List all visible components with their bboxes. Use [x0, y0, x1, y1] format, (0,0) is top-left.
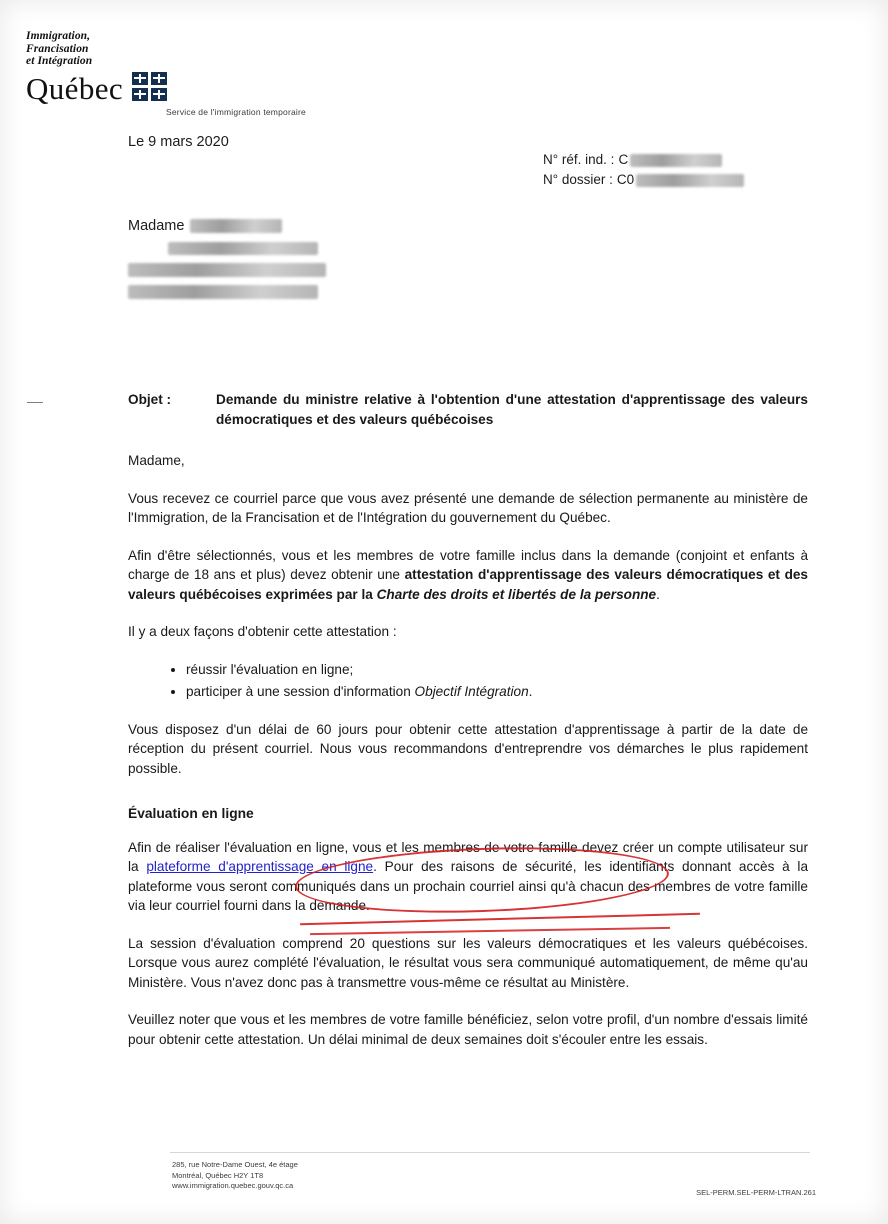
ministry-name	[26, 30, 356, 68]
reference-individual-row	[543, 150, 744, 170]
letter-date: Le 9 mars 2020	[128, 134, 229, 150]
footer-address	[172, 1160, 298, 1192]
quebec-wordmark: Québec	[26, 70, 124, 106]
footer-address-line-1: 285, rue Notre-Dame Ouest, 4e étage	[172, 1160, 298, 1169]
footer-document-code: SEL-PERM.SEL-PERM-LTRAN.261	[696, 1188, 816, 1197]
letter-body	[128, 390, 808, 1067]
paragraph-6: La session d'évaluation comprend 20 questions sur les valeurs démocratiques et les valeurs québécoises. Lorsque vous aurez complété l'évaluation, le résultat vous sera communiqué automatiquement, de même qu'au Ministère. Vous n'avez donc pas à transmettre vous-même ce résultat au Ministère.	[128, 935, 808, 990]
paragraph-3: Il y a deux façons d'obtenir cette attestation :	[128, 624, 397, 639]
redaction-block	[636, 174, 744, 187]
paragraph-5	[128, 838, 808, 916]
reference-individual-label: N° réf. ind. :	[543, 152, 615, 167]
objectif-integration-title: Objectif Intégration	[414, 684, 529, 699]
recipient-name-line	[128, 215, 326, 237]
footer-address-line-2: Montréal, Québec H2Y 1T8	[172, 1170, 264, 1180]
service-line: Service de l'immigration temporaire	[166, 106, 306, 117]
paragraph-5-part2: . Pour des raisons de sécurité, les identifiants donnant accès à la plateforme vous seront communiqués dans un prochain courriel ainsi qu'à chacun des membres de votre famille via leur courriel fourni dans la demande.	[128, 859, 808, 913]
list-item	[186, 682, 808, 702]
recipient-title: Madame	[128, 218, 185, 234]
ministry-name-line1: Immigration,	[26, 30, 91, 42]
footer-website: www.immigration.quebec.gouv.qc.ca	[172, 1181, 294, 1190]
recipient-address	[128, 215, 326, 303]
learning-platform-link[interactable]: plateforme d'apprentissage en ligne	[146, 859, 374, 874]
letterhead	[26, 30, 356, 117]
redaction-block	[190, 219, 282, 233]
paragraph-4: Vous disposez d'un délai de 60 jours pour obtenir cette attestation d'apprentissage à partir de la date de réception du présent courriel. Nous vous recommandons d'entreprendre vos démarches le plus rapidement possible.	[128, 721, 808, 776]
recipient-address-line-2	[128, 237, 326, 259]
bullet-2-end: .	[528, 684, 533, 699]
reference-dossier-value: C0	[616, 172, 635, 187]
redaction-block	[630, 154, 722, 167]
reference-dossier-row	[543, 170, 744, 190]
redaction-block	[128, 263, 326, 277]
ministry-name-line3: et Intégration	[26, 55, 93, 67]
attestation-options-list	[128, 660, 808, 702]
ministry-name-line2: Francisation	[26, 42, 89, 55]
subject-line	[128, 390, 808, 429]
footer-divider	[170, 1152, 810, 1153]
margin-mark	[27, 402, 43, 403]
paragraph-7: Veuillez noter que vous et les membres de votre famille bénéficiez, selon votre profil, d'un nombre d'essais limité pour obtenir cette attestation. Un délai minimal de deux semaines doit s'écouler entre les essais.	[128, 1012, 808, 1047]
section-heading-evaluation: Évaluation en ligne	[128, 806, 254, 821]
body-salutation: Madame,	[128, 453, 185, 468]
quebec-logo	[26, 72, 356, 104]
bullet-2-part1: participer à une session d'information	[186, 684, 415, 699]
reference-individual-value: C	[618, 152, 629, 167]
paragraph-2-bold: attestation d'apprentissage des valeurs démocratiques et des valeurs québécoises exprimées par la	[128, 567, 808, 602]
paragraph-5-part1: Afin de réaliser l'évaluation en ligne, vous et les membres de votre famille devez créer un compte utilisateur sur la	[128, 839, 808, 874]
paragraph-2-part1: Afin d'être sélectionnés, vous et les membres de votre famille inclus dans la demande (conjoint et enfants à charge de 18 ans et plus) devez obtenir une	[128, 547, 808, 582]
subject-label: Objet :	[128, 392, 172, 407]
paragraph-1: Vous recevez ce courriel parce que vous avez présenté une demande de sélection permanente au ministère de l'Immigration, de la Francisation et de l'Intégration du gouvernement du Québec.	[128, 490, 808, 525]
recipient-address-line-4	[128, 281, 326, 303]
redaction-block	[168, 242, 318, 255]
paragraph-2-end: .	[656, 586, 660, 602]
subject-text: Demande du ministre relative à l'obtention d'une attestation d'apprentissage des valeurs démocratiques et des valeurs québécoises	[216, 392, 808, 427]
paragraph-2	[128, 546, 808, 605]
list-item: • réussir l'évaluation en ligne;	[186, 660, 808, 680]
recipient-address-line-3	[128, 259, 326, 281]
reference-block	[543, 150, 744, 190]
charte-title: Charte des droits et libertés de la personne	[376, 586, 657, 602]
reference-dossier-label: N° dossier :	[543, 172, 613, 187]
redaction-block	[128, 285, 318, 299]
quebec-flag-icon	[132, 72, 167, 101]
